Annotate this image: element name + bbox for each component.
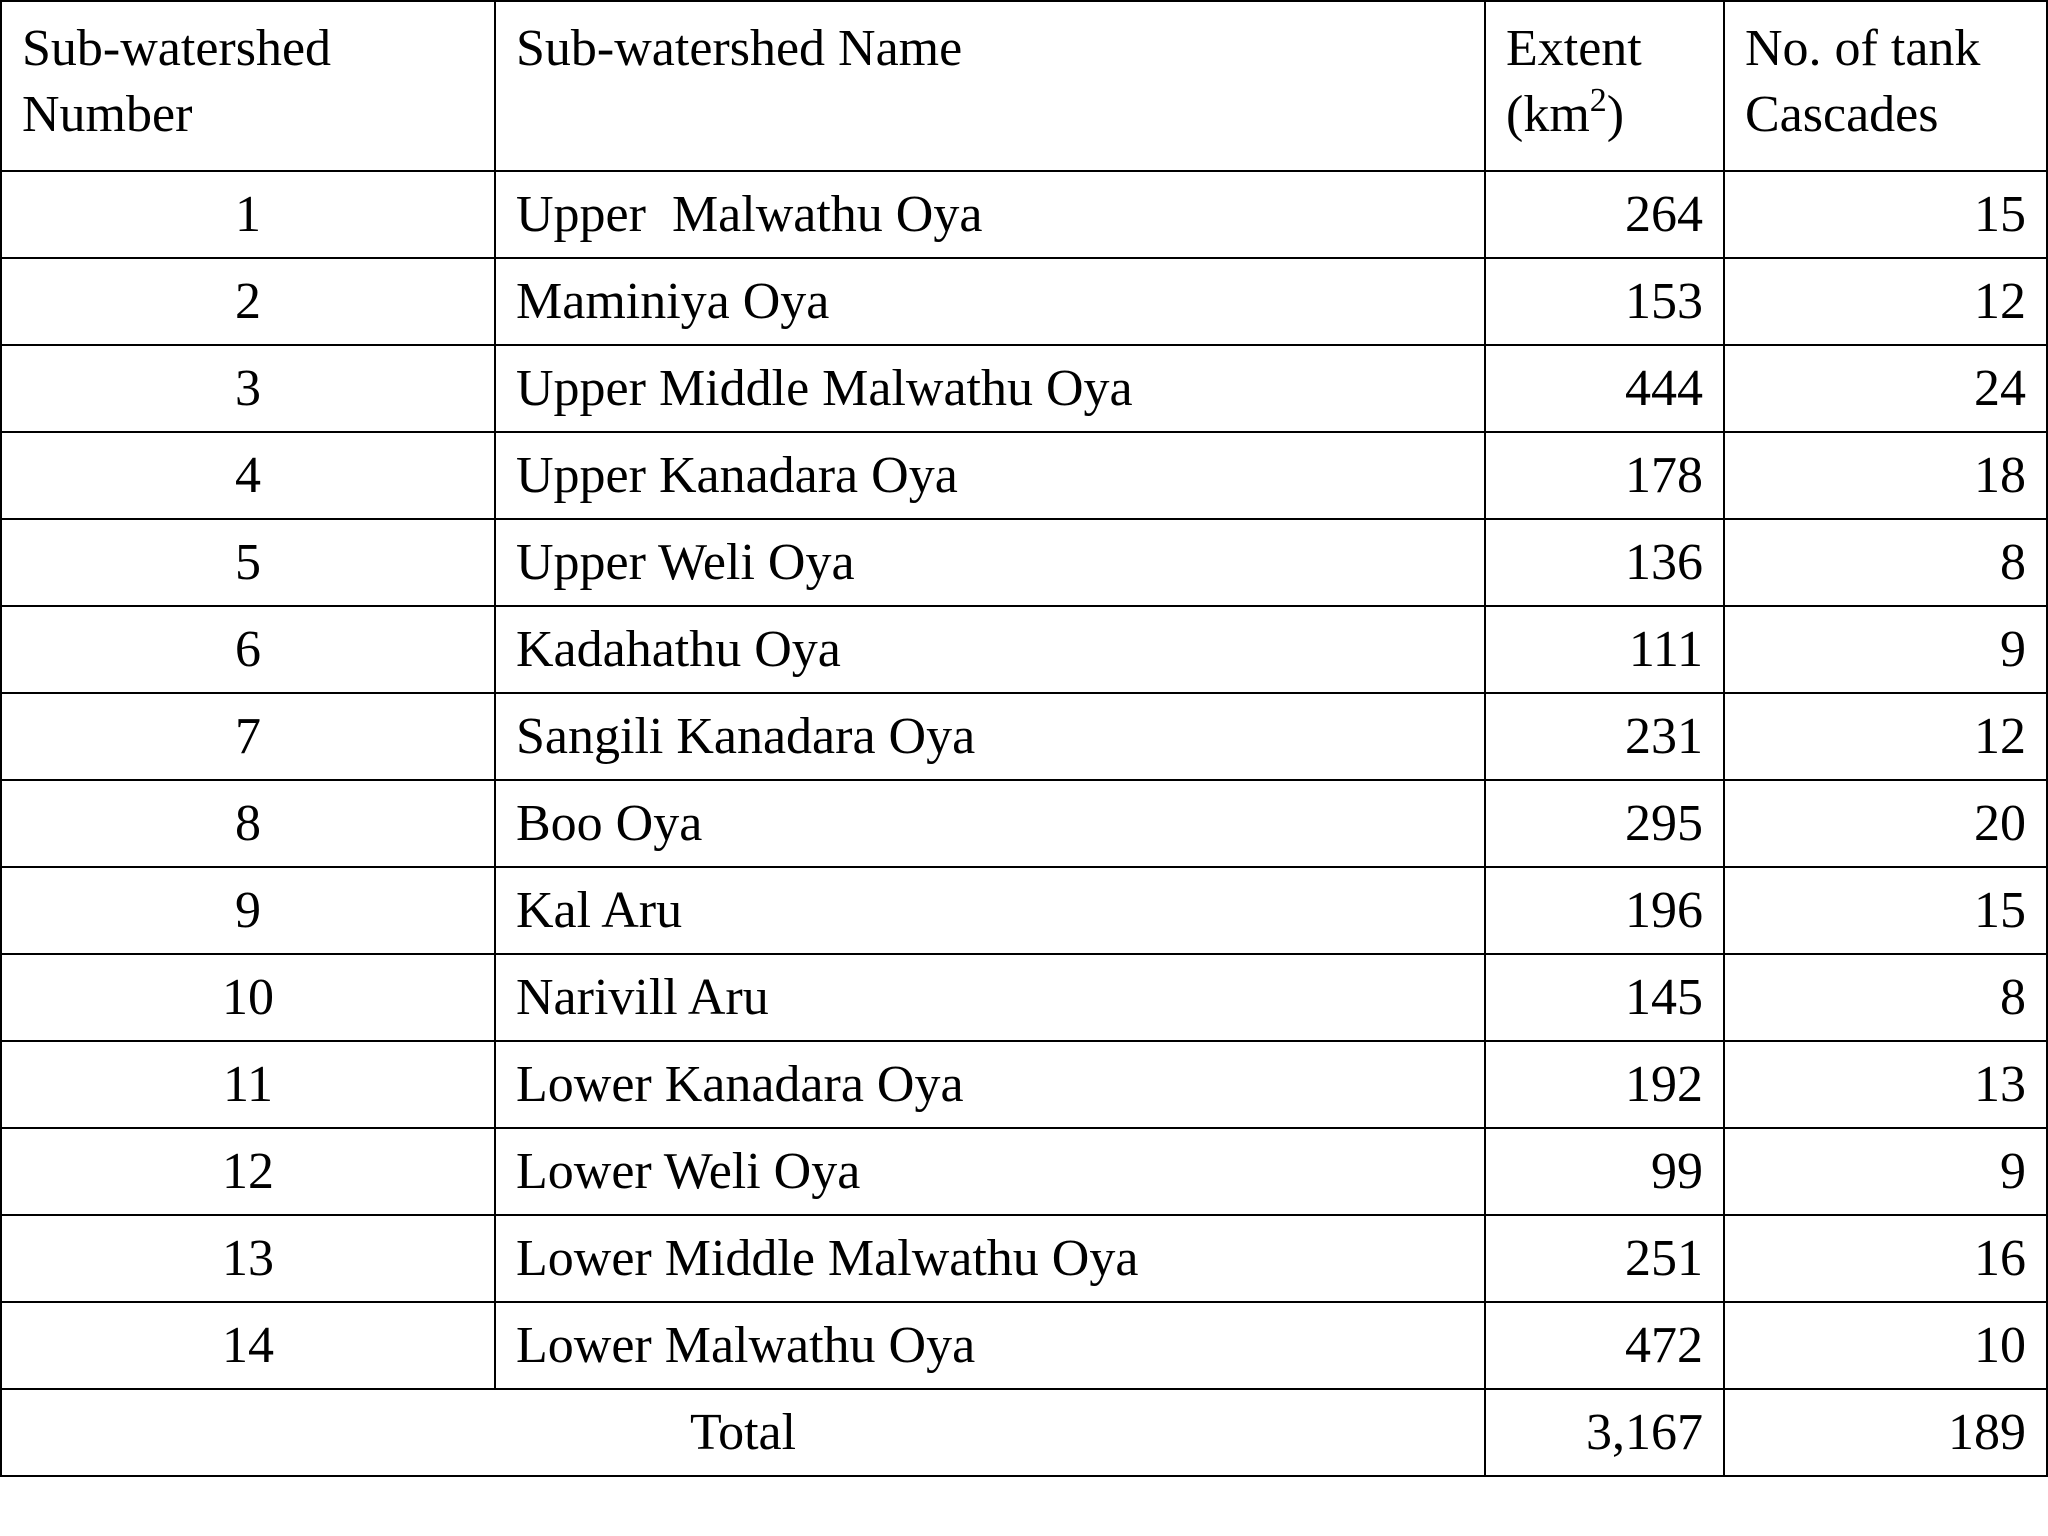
header-extent xyxy=(1485,1,1724,171)
cell-extent: 295 xyxy=(1485,780,1724,867)
cell-number: 1 xyxy=(1,171,495,258)
cell-name: Lower Kanadara Oya xyxy=(495,1041,1485,1128)
cell-extent: 136 xyxy=(1485,519,1724,606)
header-extent-unit-prefix: (km xyxy=(1506,86,1590,143)
cell-cascades: 18 xyxy=(1724,432,2047,519)
header-name-line1: Sub-watershed Name xyxy=(516,20,963,77)
cell-name: Kadahathu Oya xyxy=(495,606,1485,693)
header-cascades-line2: Cascades xyxy=(1745,86,1939,143)
cell-number: 13 xyxy=(1,1215,495,1302)
cell-name: Upper Malwathu Oya xyxy=(495,171,1485,258)
table-row xyxy=(1,519,2047,606)
header-extent-unit-suffix: ) xyxy=(1606,86,1625,143)
cell-cascades: 12 xyxy=(1724,693,2047,780)
cell-cascades: 10 xyxy=(1724,1302,2047,1389)
cell-number: 8 xyxy=(1,780,495,867)
cell-name: Upper Weli Oya xyxy=(495,519,1485,606)
cell-extent: 111 xyxy=(1485,606,1724,693)
cell-number: 12 xyxy=(1,1128,495,1215)
cell-extent: 196 xyxy=(1485,867,1724,954)
cell-extent: 251 xyxy=(1485,1215,1724,1302)
cell-cascades: 9 xyxy=(1724,606,2047,693)
cell-number: 14 xyxy=(1,1302,495,1389)
header-number-line2: Number xyxy=(22,86,193,143)
cell-name: Upper Kanadara Oya xyxy=(495,432,1485,519)
cell-cascades: 8 xyxy=(1724,954,2047,1041)
cell-cascades: 13 xyxy=(1724,1041,2047,1128)
cell-name: Boo Oya xyxy=(495,780,1485,867)
table-row xyxy=(1,1215,2047,1302)
cell-number: 2 xyxy=(1,258,495,345)
cell-extent: 192 xyxy=(1485,1041,1724,1128)
total-label: Total xyxy=(1,1389,1485,1476)
header-number-line1: Sub-watershed xyxy=(22,20,332,77)
cell-name: Lower Malwathu Oya xyxy=(495,1302,1485,1389)
cell-number: 3 xyxy=(1,345,495,432)
table-row xyxy=(1,606,2047,693)
header-tank-cascades xyxy=(1724,1,2047,171)
table-footer xyxy=(1,1389,2047,1476)
cell-extent: 99 xyxy=(1485,1128,1724,1215)
table-row xyxy=(1,1302,2047,1389)
cell-cascades: 9 xyxy=(1724,1128,2047,1215)
cell-name: Maminiya Oya xyxy=(495,258,1485,345)
table-row xyxy=(1,258,2047,345)
cell-extent: 231 xyxy=(1485,693,1724,780)
table-row xyxy=(1,1128,2047,1215)
table-body xyxy=(1,171,2047,1389)
cell-number: 10 xyxy=(1,954,495,1041)
table-row xyxy=(1,954,2047,1041)
cell-name: Lower Weli Oya xyxy=(495,1128,1485,1215)
table-row xyxy=(1,867,2047,954)
header-extent-line1: Extent xyxy=(1506,20,1642,77)
cell-number: 9 xyxy=(1,867,495,954)
table-row xyxy=(1,171,2047,258)
header-sub-watershed-number xyxy=(1,1,495,171)
table-row xyxy=(1,693,2047,780)
cell-cascades: 15 xyxy=(1724,171,2047,258)
total-cascades: 189 xyxy=(1724,1389,2047,1476)
header-cascades-line1: No. of tank xyxy=(1745,20,1981,77)
cell-name: Narivill Aru xyxy=(495,954,1485,1041)
header-sub-watershed-name xyxy=(495,1,1485,171)
cell-cascades: 15 xyxy=(1724,867,2047,954)
cell-extent: 145 xyxy=(1485,954,1724,1041)
cell-number: 11 xyxy=(1,1041,495,1128)
header-extent-line2 xyxy=(1506,82,1703,148)
table-row xyxy=(1,345,2047,432)
table-row xyxy=(1,1041,2047,1128)
cell-cascades: 12 xyxy=(1724,258,2047,345)
cell-cascades: 24 xyxy=(1724,345,2047,432)
cell-extent: 472 xyxy=(1485,1302,1724,1389)
cell-extent: 264 xyxy=(1485,171,1724,258)
cell-number: 6 xyxy=(1,606,495,693)
cell-name: Sangili Kanadara Oya xyxy=(495,693,1485,780)
cell-cascades: 8 xyxy=(1724,519,2047,606)
cell-number: 7 xyxy=(1,693,495,780)
cell-name: Upper Middle Malwathu Oya xyxy=(495,345,1485,432)
cell-extent: 444 xyxy=(1485,345,1724,432)
cell-cascades: 20 xyxy=(1724,780,2047,867)
cell-number: 4 xyxy=(1,432,495,519)
cell-name: Kal Aru xyxy=(495,867,1485,954)
total-row xyxy=(1,1389,2047,1476)
table-header xyxy=(1,1,2047,171)
cell-number: 5 xyxy=(1,519,495,606)
header-extent-unit-exponent: 2 xyxy=(1589,82,1607,119)
table-row xyxy=(1,780,2047,867)
cell-extent: 178 xyxy=(1485,432,1724,519)
cell-name: Lower Middle Malwathu Oya xyxy=(495,1215,1485,1302)
table-row xyxy=(1,432,2047,519)
cell-extent: 153 xyxy=(1485,258,1724,345)
header-row xyxy=(1,1,2047,171)
total-extent: 3,167 xyxy=(1485,1389,1724,1476)
cell-cascades: 16 xyxy=(1724,1215,2047,1302)
